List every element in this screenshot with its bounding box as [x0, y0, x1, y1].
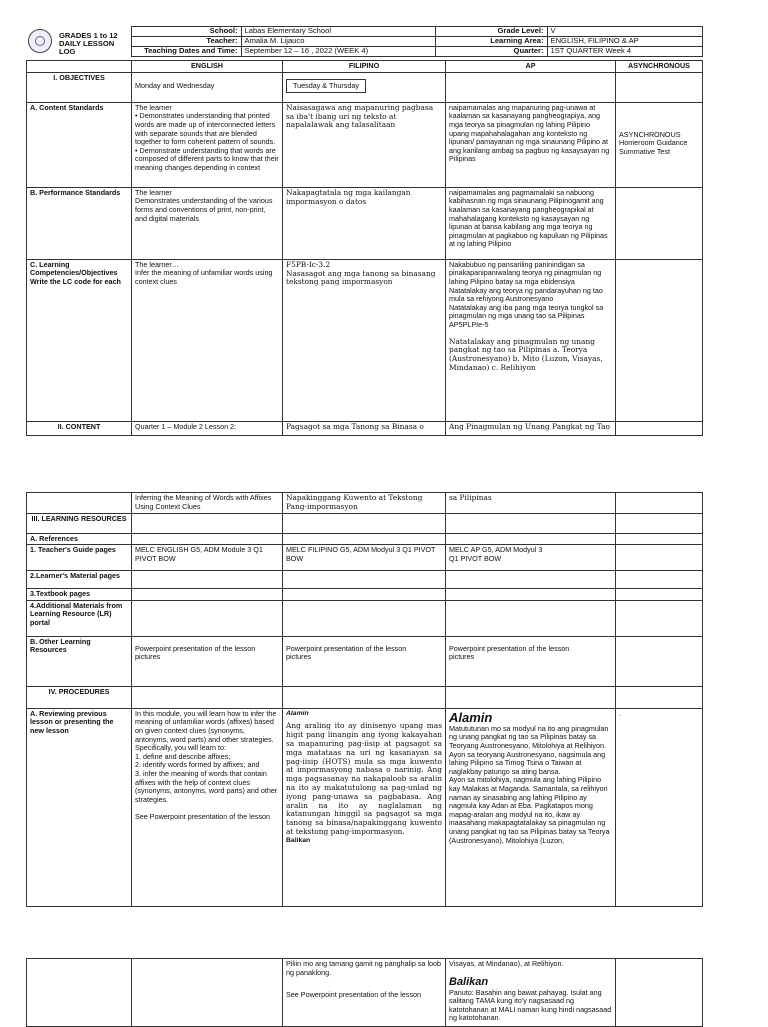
- async-note: ASYNCHRONOUS Homeroom Guidance Summative Test: [616, 102, 703, 187]
- area-label: Learning Area:: [435, 37, 547, 47]
- review-fil-tail: Balikan: [286, 836, 311, 844]
- page-2: [0, 492, 768, 907]
- content-en-1: Quarter 1 – Module 2 Lesson 2:: [132, 421, 283, 435]
- p3-ap-cell: [446, 959, 616, 1027]
- perf-std-en: The learner Demonstrates understanding of the various forms and conventions of print, non-print, and digital materials: [132, 187, 283, 259]
- dates-value: September 12 – 16 , 2022 (WEEK 4): [241, 47, 435, 57]
- tg-fil: MELC FILIPINO G5, ADM Modyul 3 Q1 PIVOT BOW: [283, 545, 446, 571]
- deped-seal-icon: [28, 29, 52, 53]
- other-ap: Powerpoint presentation of the lesson pictures: [446, 636, 616, 686]
- review-en: In this module, you will learn how to infer the meaning of unfamiliar words (affixes) based on given context clues (synonyms, antonyms, word parts) and other strategies. Specifically, you will learn to: 1. define and describe affixes; 2. identify words formed by affixes; and 3. infer the meaning of words that contain affixes with the help of context clues (synonyms, antonyms, word parts) and other strategies. See Powerpoint presentation of the lesson: [132, 708, 283, 906]
- col-english: ENGLISH: [132, 61, 283, 73]
- review-fil-head: Alamin: [286, 709, 309, 717]
- other-label: B. Other Learning Resources: [27, 636, 132, 686]
- res-label: III. LEARNING RESOURCES: [27, 513, 132, 533]
- perf-std-ap: naipamamalas ang pagmamalaki sa nabuong kabihasnan ng mga sinaunang Pilipinogamit ang kaalaman sa kasanayang pangheograpikal at mahahalagang konteksto ng kasaysayan ng lipunan at bansa kabilang ang mga teorya ng pinagmulan at pagkabuo ng kapuluan ng Pilipinas at ng lahing Pilipino: [446, 187, 616, 259]
- title-line2: DAILY LESSON LOG: [59, 38, 115, 57]
- quarter-label: Quarter:: [435, 47, 547, 57]
- comp-ap-1: Nakabubuo ng pansariling paninindigan sa pinakapanipaniwalang teorya ng pinagmulan ng lahing Pilipino batay sa mga ebidensiya Natatalakay ang teorya ng pandarayuhan ng tao mula sa rehiyong Austronesyano Natatalakay ang iba pang mga teorya tungkol sa pinagmulan ng mga unang tao sa Pilipinas AP5PLPIe-5: [449, 259, 604, 329]
- proc-label: IV. PROCEDURES: [27, 686, 132, 708]
- quarter-value: 1ST QUARTER Week 4: [547, 47, 702, 57]
- am-label: 4.Additional Materials from Learning Resource (LR) portal: [27, 600, 132, 636]
- tg-label: 1. Teacher's Guide pages: [27, 545, 132, 571]
- p3-ap-1: Visayas, at Mindanao), at Relihiyon.: [449, 959, 564, 968]
- tg-en: MELC ENGLISH G5, ADM Module 3 Q1 PIVOT BOW: [132, 545, 283, 571]
- grade-label: Grade Level:: [435, 27, 547, 37]
- review-ap: Matututunan mo sa modyul na ito ang pinagmulan ng unang pangkat ng tao sa Pilipinas batay sa Teoryang Austronesyano, Mitolohiya at Relihiyon. Ayon sa teoryang Austronesyano, nagsimula ang lahing Pilipino sa Timog Tsina o Taiwan at naglakbay patungo sa ating bansa. Ayon sa mitolohiya, nagmula ang lahing Pilipino kay Malakas at Maganda. Samantala, sa relihiyon naman ay sinasabing ang lahing Pilipino ay nagmula kay Adan at Eba. Pagkatapos mong mapag-aralan ang modyul na ito, ikaw ay inaasahang makapagtatalakay sa pinagmulan ng unang pangkat ng tao sa Pilipinas batay sa Teorya (Austronesyano), Mitolohiya (Luzon,: [449, 723, 610, 845]
- lm-label: 2.Learner's Material pages: [27, 571, 132, 589]
- review-fil: Ang araling ito ay dinisenyo upang mas higit pang linangin ang iyong kakayahan sa mapanuring pag-iisip at pagsagot sa mga matataas na uri ng kasanayan sa pag-iisip (HOTS) mula sa mga kuwento at impormasyong nabasa o narinig. Ang mga pagsasanay na nakapaloob sa aralin na ito ay makatutulong sa pag-unlad ng iyong pang-unawa sa pagbabasa. Ang aralin na ito ay naglalaman ng katanungan hinggil sa pagsagot sa mga tanong sa binasa/napakinggang kuwento at tekstong pang-impormasyon.: [286, 721, 442, 836]
- p3-ap-head: Balikan: [449, 975, 489, 988]
- other-en: Powerpoint presentation of the lesson pictures: [132, 636, 283, 686]
- comp-en: The learner… Infer the meaning of unfamiliar words using context clues: [132, 259, 283, 421]
- header-table: [26, 26, 703, 57]
- school-label: School:: [131, 27, 241, 37]
- ref-label: A. References: [27, 533, 132, 545]
- days-mw: Monday and Wednesday: [132, 72, 283, 102]
- area-value: ENGLISH, FILIPINO & AP: [547, 37, 702, 47]
- review-async: .: [616, 708, 703, 906]
- header-title-cell: [26, 27, 131, 57]
- content-ap-2: sa Pilipinas: [446, 493, 616, 514]
- teacher-label: Teacher:: [131, 37, 241, 47]
- comp-fil: F5PB-Ic-3.2 Nasasagot ang mga tanong sa binasang tekstong pang impormasyon: [283, 259, 446, 421]
- review-label: A. Reviewing previous lesson or presenting the new lesson: [27, 708, 132, 906]
- perf-std-label: B. Performance Standards: [27, 187, 132, 259]
- content-fil-1: Pagsagot sa mga Tanong sa Binasa o: [283, 421, 446, 435]
- objectives-label: I. OBJECTIVES: [27, 72, 132, 102]
- page-1: [0, 26, 768, 436]
- dll-table-3: [26, 958, 703, 1027]
- review-ap-head: Alamin: [449, 709, 493, 725]
- dll-table-2: [26, 492, 703, 907]
- perf-std-fil: Nakapagtatala ng mga kailangan impormasyon o datos: [283, 187, 446, 259]
- content-label: II. CONTENT: [27, 421, 132, 435]
- p3-fil-2: See Powerpoint presentation of the lesson: [286, 990, 422, 1000]
- grade-value: V: [547, 27, 702, 37]
- comp-ap-cell: [446, 259, 616, 421]
- content-std-fil: Naisasagawa ang mapanuring pagbasa sa iba't ibang uri ng teksto at napalalawak ang talasalitaan: [283, 102, 446, 187]
- tb-label: 3.Textbook pages: [27, 589, 132, 601]
- teacher-value: Amalia M. Lijauco: [241, 37, 435, 47]
- content-fil-2: Napakinggang Kuwento at Tekstong Pang-impormasyon: [283, 493, 446, 514]
- col-filipino: FILIPINO: [283, 61, 446, 73]
- title-line1: GRADES 1 to 12: [59, 30, 118, 40]
- school-value: Labas Elementary School: [241, 27, 435, 37]
- dates-label: Teaching Dates and Time:: [131, 47, 241, 57]
- content-en-2: Inferring the Meaning of Words with Affixes Using Context Clues: [132, 493, 283, 514]
- other-fil: Powerpoint presentation of the lesson pictures: [283, 636, 446, 686]
- p3-fil-cell: [283, 959, 446, 1027]
- content-std-ap: naipamamalas ang mapanuring pag-unawa at kaalaman sa kasanayang pangheograpiya, ang mga teorya sa pinagmulan ng lahing Pilipino upang mapahahalagahan ang konteksto ng lipunan/ pamayanan ng mga sinaunang Pilipino at ang kanilang ambag sa pagbuo ng kasaysayan ng Pilipinas: [446, 102, 616, 187]
- content-std-en: The learner • Demonstrates understanding that printed words are made up of interconnected letters with separate sounds that are blended together to form coherent pattern of sounds. • Demonstrate understanding that words are composed of different parts to know that their meaning changes depending in context: [132, 102, 283, 187]
- content-ap-1: Ang Pinagmulan ng Unang Pangkat ng Tao: [446, 421, 616, 435]
- comp-ap-2: Natatalakay ang pinagmulan ng unang pangkat ng tao sa Pilipinas a. Teorya (Austronesyano) b. Mito (Luzon, Visayas, Mindanao) c. Relihiyon: [449, 336, 603, 372]
- content-std-label: A. Content Standards: [27, 102, 132, 187]
- p3-ap-2: Panuto: Basahin ang bawat pahayag. Isulat ang salitang TAMA kung ito'y nagsasaad ng katotohanan at MALI naman kung hindi nagsasaad ng katotohanan.: [449, 987, 612, 1023]
- days-tt: Tuesday & Thursday: [286, 79, 366, 94]
- col-async: ASYNCHRONOUS: [616, 61, 703, 73]
- col-ap: AP: [446, 61, 616, 73]
- dll-table-1: [26, 60, 703, 436]
- comp-label: C. Learning Competencies/Objectives Write the LC code for each: [27, 259, 132, 421]
- p3-fil-1: Piliin mo ang tamang gamit ng panghalip sa loob ng panaklong.: [286, 959, 442, 977]
- tg-ap: MELC AP G5, ADM Modyul 3 Q1 PIVOT BOW: [446, 545, 616, 571]
- page-3: [0, 958, 768, 1027]
- review-fil-cell: [283, 708, 446, 906]
- review-ap-cell: [446, 708, 616, 906]
